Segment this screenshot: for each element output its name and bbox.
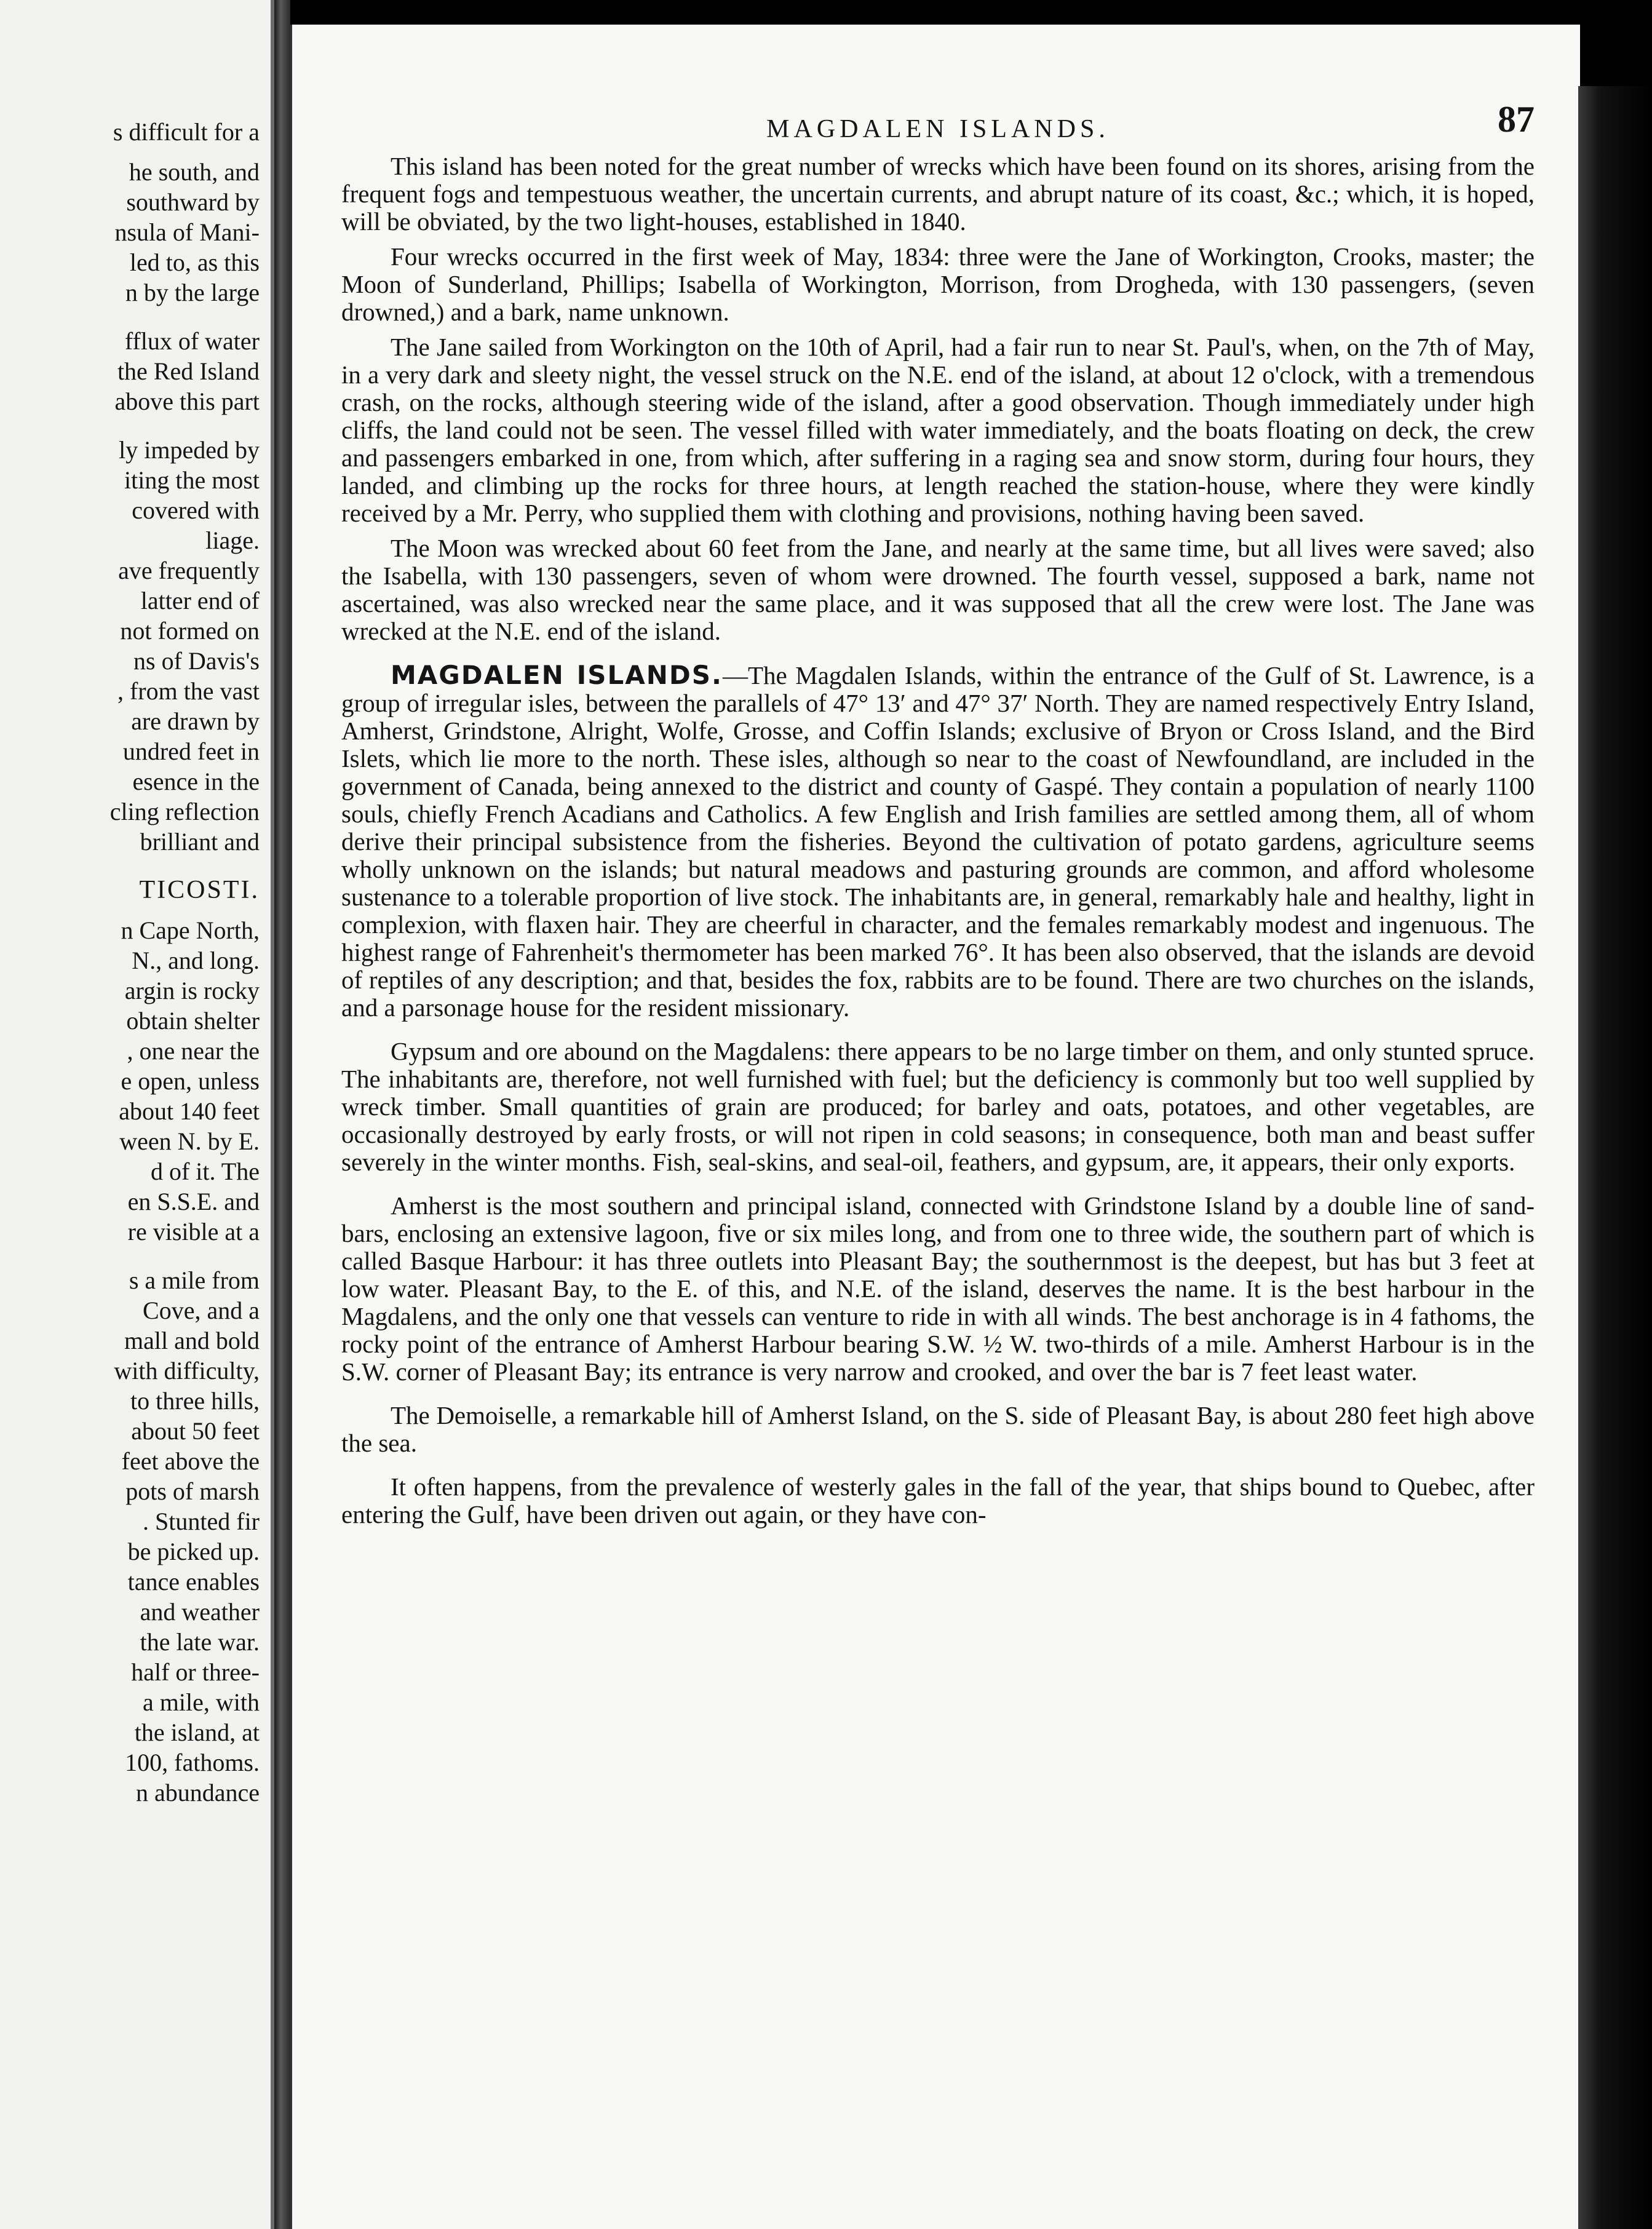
spacer <box>0 416 260 435</box>
left-facing-page <box>0 0 274 2229</box>
left-line: 100, fathoms. <box>125 1749 260 1776</box>
spacer <box>0 905 260 915</box>
left-line: to three hills, <box>130 1387 260 1415</box>
right-page <box>290 25 1580 2229</box>
left-line: ns of Davis's <box>133 647 260 675</box>
left-line: about 50 feet <box>131 1417 260 1445</box>
spacer <box>0 857 260 875</box>
left-line: nsula of Mani- <box>114 218 260 246</box>
left-line: n Cape North, <box>121 916 260 944</box>
paragraph-gypsum: Gypsum and ore abound on the Magdalens: there appears to be no large timber on them, and only stunted spruce. The inhabitants are, therefore, not well furnished with fuel; but the deficiency is commonly but too well supplied by wreck timber. Small quantities of grain are produced; for barley and oats, potatoes, and other vegetables, are occasionally destroyed by early frosts, or will not ripen in cold seasons; in consequence, both man and beast suffer severely in the winter months. Fish, seal-skins, and seal-oil, feathers, and gypsum, are, it appears, their only exports. <box>341 1037 1535 1176</box>
paragraph-jane-wreck: The Jane sailed from Workington on the 10th of April, had a fair run to near St. Paul's, when, on the 7th of May, in a very dark and sleety night, the vessel struck on the N.E. end of the island, at about 12 o'clock, with a tremendous crash, on the rocks, although steering wide of the island, after a good observation. Though immediately under high cliffs, the land could not be seen. The vessel filled with water immediately, and the boats floating on deck, the crew and passengers embarked in one, from which, after suffering in a raging sea and snow storm, during four hours, they landed, and climbing up the rocks for three hours, at length reached the station-house, where they were kindly received by a Mr. Perry, who supplied them with clothing and provisions, nothing having been saved. <box>341 333 1535 527</box>
left-line: re visible at a <box>127 1218 260 1246</box>
left-page-heading: TICOSTI. <box>139 876 260 904</box>
left-line: esence in the <box>132 768 260 795</box>
left-line: cling reflection <box>109 798 260 825</box>
left-line: tance enables <box>127 1568 260 1595</box>
left-page-text <box>0 0 260 1808</box>
left-line: the island, at <box>134 1718 260 1746</box>
left-line: en S.S.E. and <box>127 1188 260 1215</box>
left-line: brilliant and <box>140 828 260 856</box>
left-line: a mile, with <box>143 1688 260 1716</box>
left-line: covered with <box>132 496 260 524</box>
left-line: N., and long. <box>132 947 260 974</box>
left-line: with difficulty, <box>114 1357 260 1385</box>
left-page-top-gap <box>0 0 260 117</box>
left-line: latter end of <box>140 587 260 614</box>
spacer <box>0 308 260 326</box>
page-edge-shadow <box>1578 86 1652 2229</box>
left-line: argin is rocky <box>124 977 260 1004</box>
running-title: MAGDALEN ISLANDS. <box>766 115 1110 143</box>
left-line: , one near the <box>127 1037 260 1065</box>
left-line: ave frequently <box>118 557 260 584</box>
left-line: the Red Island <box>117 357 260 385</box>
section-title: MAGDALEN ISLANDS. <box>391 660 723 690</box>
paragraph-amherst: Amherst is the most southern and principal island, connected with Grindstone Island by a double line of sand-bars, enclosing an extensive lagoon, five or six miles long, and from one to three wide, the southern part of which is called Basque Harbour: it has three outlets into Pleasant Bay; the southernmost is the deepest, but has but 3 feet at low water. Pleasant Bay, to the E. of this, and N.E. of the island, deserves the name. It is the best harbour in the Magdalens, and the only one that vessels can venture to ride in with all winds. The best anchorage is in 4 fathoms, the rocky point of the entrance of Amherst Harbour bearing S.W. ½ W. two-thirds of a mile. Amherst Harbour is in the S.W. corner of Pleasant Bay; its entrance is very narrow and crooked, and over the bar is 7 feet least water. <box>341 1191 1535 1386</box>
left-line: ween N. by E. <box>119 1127 260 1155</box>
book-gutter <box>274 0 290 2229</box>
left-line: n abundance <box>135 1779 260 1806</box>
left-line: ly impeded by <box>119 436 260 464</box>
left-line: half or three- <box>131 1658 260 1686</box>
paragraph-westerly-gales: It often happens, from the prevalence of westerly gales in the fall of the year, that ships bound to Quebec, after entering the Gulf, have been driven out again, or they have con- <box>341 1472 1535 1528</box>
left-line: Cove, and a <box>143 1297 260 1324</box>
left-line: pots of marsh <box>125 1477 260 1505</box>
left-line: . Stunted fir <box>143 1508 260 1535</box>
left-line: e open, unless <box>121 1067 260 1095</box>
left-line: mall and bold <box>124 1327 260 1354</box>
left-line: undred feet in <box>122 737 260 765</box>
left-line: led to, as this <box>129 248 260 276</box>
paragraph-lighthouses: This island has been noted for the great number of wrecks which have been found on its shores, arising from the frequent fogs and tempestuous weather, the uncertain currents, and abrupt nature of its coast, &c.; which, it is hoped, will be obviated, by the two light-houses, established in 1840. <box>341 152 1535 236</box>
left-line: s difficult for a <box>113 118 260 146</box>
paragraph-four-wrecks: Four wrecks occurred in the first week of May, 1834: three were the Jane of Workington, Crooks, master; the Moon of Sunderland, Phillips; Isabella of Workington, Morrison, from Drogheda, with 130 passengers, (seven drowned,) and a bark, name unknown. <box>341 242 1535 326</box>
running-header <box>341 97 1535 153</box>
left-line: liage. <box>205 526 260 554</box>
left-line: feet above the <box>121 1447 260 1475</box>
left-line: d of it. The <box>150 1158 260 1185</box>
page-content <box>341 97 1535 1536</box>
paragraph-moon-wreck: The Moon was wrecked about 60 feet from the Jane, and nearly at the same time, but all lives were saved; also the Isabella, with 130 passengers, seven of whom were drowned. The fourth vessel, supposed a bark, name not ascertained, was also wrecked near the same place, and it was supposed that all the crew were lost. The Jane was wrecked at the N.E. end of the island. <box>341 534 1535 645</box>
left-line: , from the vast <box>117 677 260 705</box>
left-line: and weather <box>140 1598 260 1626</box>
left-line: iting the most <box>124 466 260 494</box>
left-line: n by the large <box>125 279 260 306</box>
left-line: about 140 feet <box>119 1097 260 1125</box>
left-line: he south, and <box>129 158 260 186</box>
left-line: are drawn by <box>131 707 260 735</box>
left-line: the late war. <box>140 1628 260 1656</box>
left-line: obtain shelter <box>126 1007 260 1035</box>
left-line: southward by <box>126 188 260 216</box>
left-line: not formed on <box>120 617 260 645</box>
page-number: 87 <box>1498 99 1535 140</box>
spacer <box>0 1247 260 1265</box>
section-intro-text: —The Magdalen Islands, within the entrance of the Gulf of St. Lawrence, is a group of irregular isles, between the parallels of 47° 13′ and 47° 37′ North. They are named respectively Entry Island, Amherst, Grindstone, Alright, Wolfe, Grosse, and Coffin Islands; exclusive of Bryon or Cross Island, and the Bird Islets, which lie more to the north. These isles, although so near to the coast of Newfoundland, are included in the government of Canada, being annexed to the district and county of Gaspé. They contain a population of nearly 1100 souls, chiefly French Acadians and Catholics. A few English and Irish families are settled among them, all of whom derive their principal subsistence from the fisheries. Beyond the cultivation of potato gardens, agriculture seems wholly unknown on the islands; but natural meadows and pasturing grounds are common, and afford wholesome sustenance to a tolerable proportion of live stock. The inhabitants are, in general, remarkably hale and healthy, light in complexion, with flaxen hair. They are cheerful in character, and the females remarkably modest and ingenuous. The highest range of Fahrenheit's thermometer has been marked 76°. It has been also observed, that the islands are devoid of reptiles of any description; and that, besides the fox, rabbits are to be found. There are two churches on the islands, and a parsonage house for the resident missionary. <box>341 661 1535 1022</box>
left-line: above this part <box>114 387 260 415</box>
paragraph-demoiselle: The Demoiselle, a remarkable hill of Amherst Island, on the S. side of Pleasant Bay, is about 280 feet high above the sea. <box>341 1401 1535 1457</box>
left-line: fflux of water <box>124 327 260 355</box>
left-line: be picked up. <box>127 1538 260 1565</box>
spacer <box>0 147 260 157</box>
paragraph-magdalen-intro <box>341 661 1535 1022</box>
left-line: s a mile from <box>129 1266 260 1294</box>
